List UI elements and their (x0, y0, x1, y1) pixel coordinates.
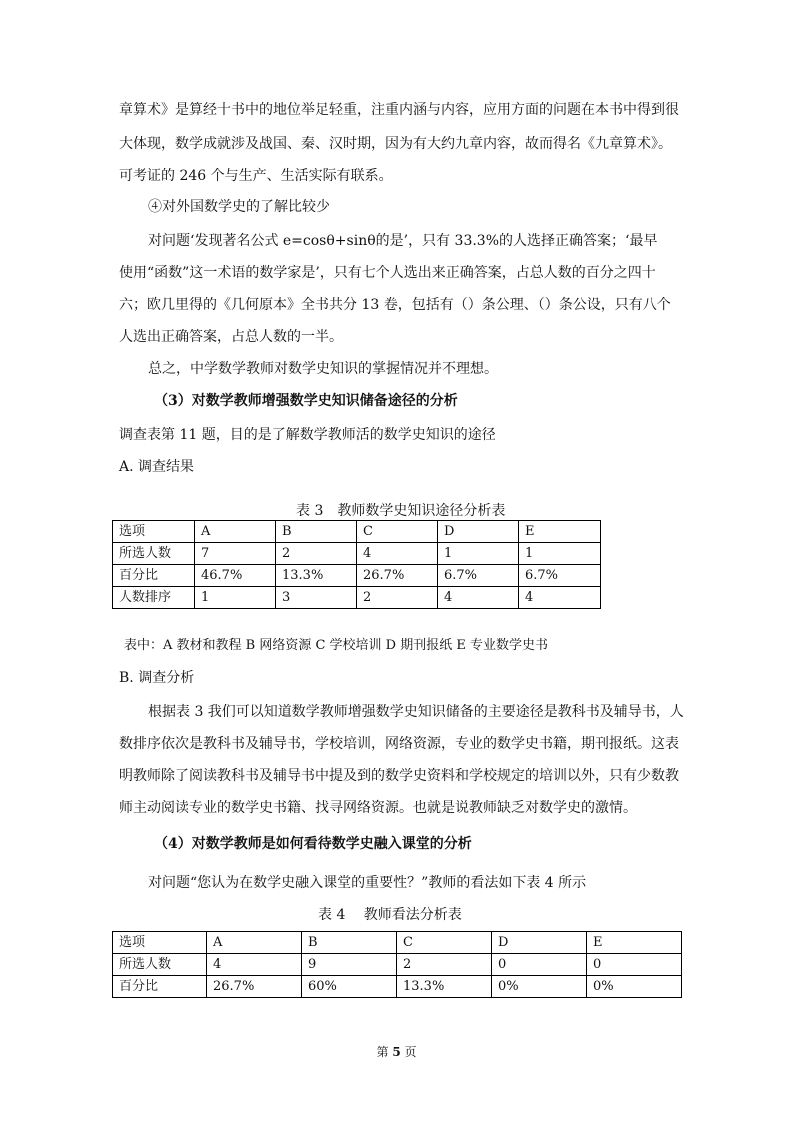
table-row (113, 976, 682, 998)
table-cell: 0 (587, 954, 682, 976)
body-text-line-7: 六；欧几里得的《几何原本》全书共分 13 卷，包括有（）条公理、（）条公设，只有八个 (119, 297, 671, 313)
table-3-note: 表中：A 教材和教程 B 网络资源 C 学校培训 D 期刊报纸 E 专业数学史书 (124, 638, 548, 653)
table-cell: 选项 (113, 932, 207, 954)
page-number: 5 (392, 1045, 401, 1059)
table-cell: 13.3% (397, 976, 492, 998)
table-cell: C (357, 521, 438, 543)
table-cell: A (195, 521, 276, 543)
table-cell: 6.7% (519, 565, 601, 587)
analysis-line-4: 师主动阅读专业的数学史书籍、找寻网络资源。也就是说教师缺乏对数学史的激情。 (119, 800, 637, 816)
section-4-intro: 对问题“您认为在数学史融入课堂的重要性？”教师的看法如下表 4 所示 (148, 875, 587, 891)
table-4-caption: 表 4 教师看法分析表 (318, 907, 462, 923)
table-cell: 3 (276, 587, 357, 609)
table-cell: D (492, 932, 587, 954)
body-text-line-2: 大体现，数学成就涉及战国、秦、汉时期，因为有大约九章内容，故而得名《九章算术》。 (119, 136, 672, 152)
table-cell: 4 (207, 954, 302, 976)
table-cell: B (276, 521, 357, 543)
sub-heading-a-results: A. 调查结果 (119, 459, 195, 475)
table-cell: 百分比 (113, 565, 195, 587)
table-cell: 2 (397, 954, 492, 976)
table-cell: 26.7% (207, 976, 302, 998)
section-heading-4: （4）对数学教师是如何看待数学史融入课堂的分析 (154, 836, 472, 852)
table-cell: 百分比 (113, 976, 207, 998)
body-text-line-8: 人选出正确答案，占总人数的一半。 (119, 329, 343, 345)
page-number-footer (0, 1043, 793, 1060)
analysis-line-2: 数排序依次是教科书及辅导书，学校培训，网络资源，专业的数学史书籍，期刊报纸。这表 (119, 736, 679, 752)
table-cell: 0% (587, 976, 682, 998)
table-cell: 13.3% (276, 565, 357, 587)
analysis-line-3: 明教师除了阅读教科书及辅导书中提及到的数学史资料和学校规定的培训以外，只有少数教 (119, 768, 679, 784)
body-text-line-6: 使用“函数”这一术语的数学家是’，只有七个人选出来正确答案，占总人数的百分之四十 (119, 265, 656, 281)
table-cell: 所选人数 (113, 954, 207, 976)
table-cell: 9 (302, 954, 397, 976)
table-cell: 6.7% (438, 565, 519, 587)
body-text-line-1: 章算术》是算经十书中的地位举足轻重，注重内涵与内容，应用方面的问题在本书中得到很 (119, 102, 679, 118)
table-cell: 46.7% (195, 565, 276, 587)
body-text-summary: 总之，中学数学教师对数学史知识的掌握情况并不理想。 (148, 361, 498, 377)
table-cell: 26.7% (357, 565, 438, 587)
table-row (113, 587, 601, 609)
table-cell: 所选人数 (113, 543, 195, 565)
table-cell: D (438, 521, 519, 543)
body-text-line-3: 可考证的 246 个与生产、生活实际有联系。 (119, 168, 393, 184)
table-cell: 7 (195, 543, 276, 565)
table-cell: B (302, 932, 397, 954)
table-cell: 选项 (113, 521, 195, 543)
analysis-line-1: 根据表 3 我们可以知道数学教师增强数学史知识储备的主要途径是教科书及辅导书，人 (148, 704, 684, 720)
table-row (113, 932, 682, 954)
table-3-caption: 表 3 教师数学史知识途径分析表 (296, 503, 506, 519)
table-4 (112, 931, 682, 998)
body-text-line-5: 对问题‘发现著名公式 e=cosθ+sinθ的是’，只有 33.3%的人选择正确答案；‘最早 (148, 233, 658, 249)
table-cell: C (397, 932, 492, 954)
table-cell: 2 (276, 543, 357, 565)
table-cell: E (587, 932, 682, 954)
table-cell: E (519, 521, 601, 543)
sub-heading-b-analysis: B. 调查分析 (119, 670, 195, 686)
table-cell: 60% (302, 976, 397, 998)
page-prefix: 第 (376, 1045, 389, 1059)
table-cell: 4 (438, 587, 519, 609)
table-cell: 1 (519, 543, 601, 565)
table-row (113, 565, 601, 587)
sub-heading-foreign-history: ④对外国数学史的了解比较少 (148, 199, 330, 215)
table-row (113, 954, 682, 976)
table-cell: 1 (438, 543, 519, 565)
table-cell: 4 (519, 587, 601, 609)
table-cell: 0% (492, 976, 587, 998)
table-cell: 0 (492, 954, 587, 976)
table-cell: 1 (195, 587, 276, 609)
table-cell: 2 (357, 587, 438, 609)
body-text-line-11: 调查表第 11 题，目的是了解数学教师活的数学史知识的途径 (119, 427, 496, 443)
table-cell: 4 (357, 543, 438, 565)
section-heading-3: （3）对数学教师增强数学史知识储备途径的分析 (154, 393, 458, 409)
page-suffix: 页 (404, 1045, 417, 1059)
table-row (113, 543, 601, 565)
table-row (113, 521, 601, 543)
table-cell: A (207, 932, 302, 954)
table-cell: 人数排序 (113, 587, 195, 609)
table-3 (112, 520, 601, 609)
